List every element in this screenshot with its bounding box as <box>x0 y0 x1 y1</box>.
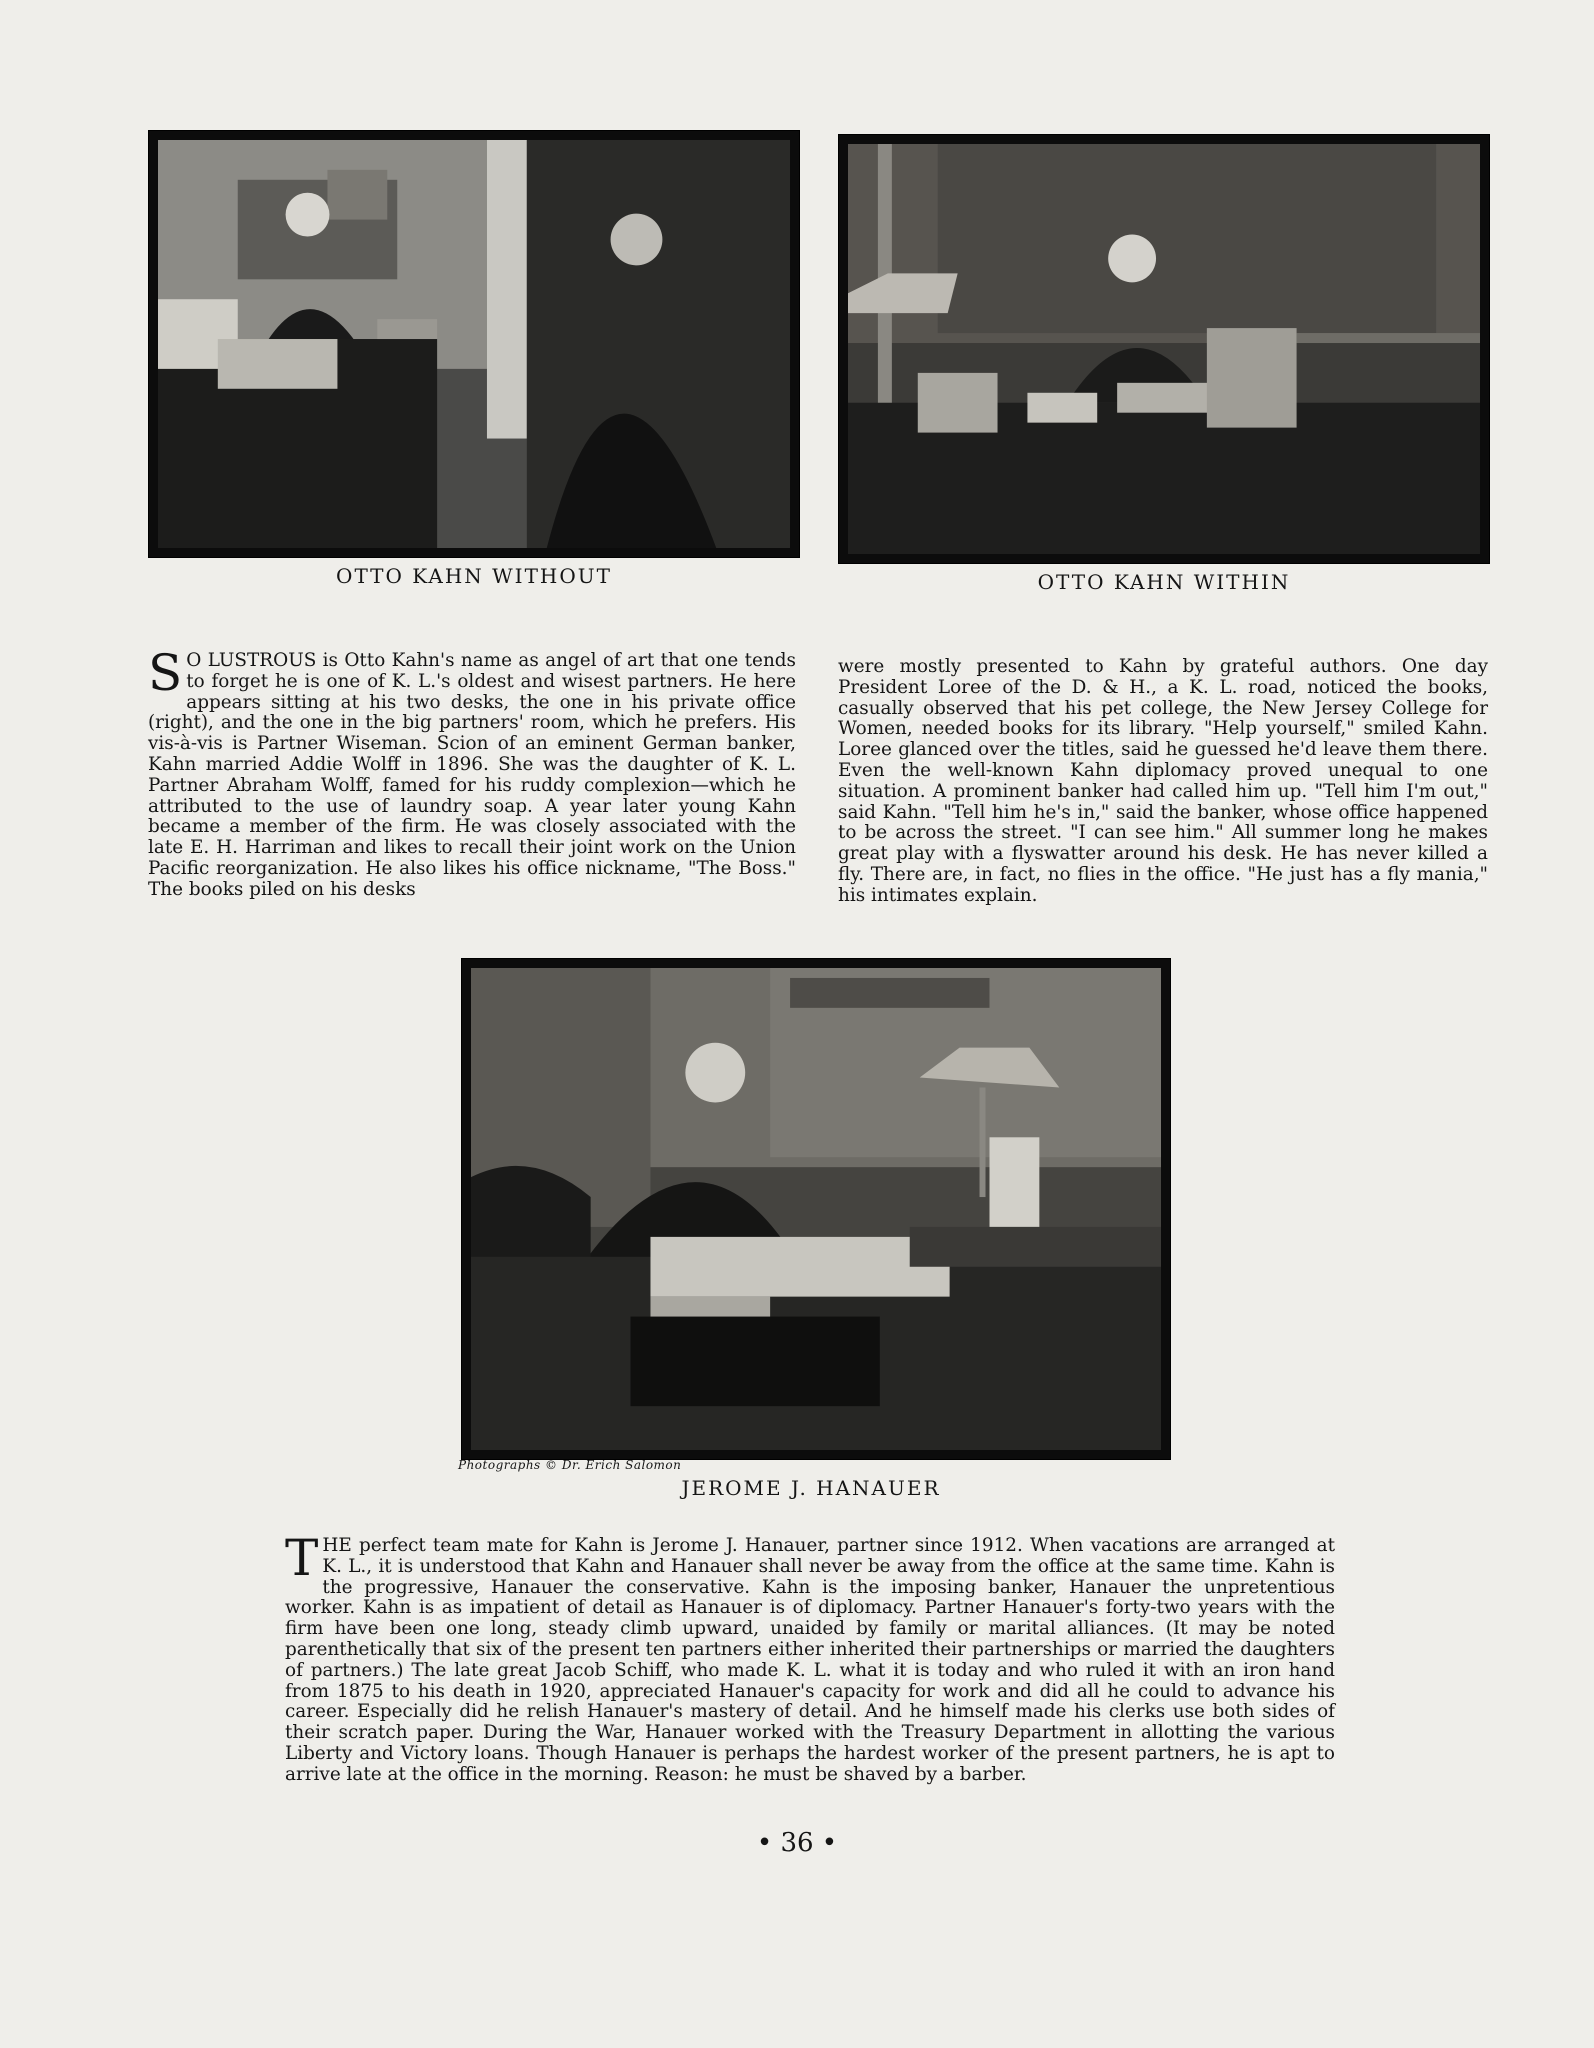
article-hanauer <box>285 1529 1335 1786</box>
article-kahn-column-1 <box>148 644 796 901</box>
photo-otto-kahn-within <box>838 134 1490 564</box>
photo-jerome-hanauer <box>461 958 1171 1460</box>
article-kahn-column-2-text: were mostly presented to Kahn by grateful authors. One day President Loree of the D. & H., a K. L. road, noticed the books, casually observed that his pet college, the New Jersey College for Women, needed books for its library. "Help yourself," smiled Kahn. Loree glanced over the titles, said he guessed he'd leave them there. Even the well-known Kahn diplomacy proved unequal to one situation. A prominent banker had called him up. "Tell him I'm out," said Kahn. "Tell him he's in," said the banker, whose office happened to be across the street. "I can see him." All summer long he makes great play with a flyswatter around his desk. He has never killed a fly. There are, in fact, no flies in the office. "He just has a fly mania," his intimates explain. <box>838 656 1488 906</box>
photo-credit: Photographs © Dr. Erich Salomon <box>458 1458 682 1472</box>
article-kahn-column-2 <box>838 657 1488 907</box>
dropcap-t: T <box>285 1529 319 1587</box>
article-hanauer-text: HE perfect team mate for Kahn is Jerome J. Hanauer, partner since 1912. When vacations are arranged at K. L., it is understood that Kahn and Hanauer shall never be away from the office at the same time. Kahn is the progressive, Hanauer the conservative. Kahn is the imposing banker, Hanauer the unpretentious worker. Kahn is as impatient of detail as Hanauer is of diplomacy. Partner Hanauer's forty-two years with the firm have been one long, steady climb upward, unaided by family or marital alliances. (It may be noted parenthetically that six of the present ten partners either inherited their partnerships or married the daughters of partners.) The late great Jacob Schiff, who made K. L. what it is today and who ruled it with an iron hand from 1875 to his death in 1920, appreciated Hanauer's capacity for work and did all he could to advance his career. Especially did he relish Hanauer's mastery of detail. And he himself made his clerks use both sides of their scratch paper. During the War, Hanauer worked with the Treasury Department in allotting the various Liberty and Victory loans. Though Hanauer is perhaps the hardest worker of the present partners, he is apt to arrive late at the office in the morning. Reason: he must be shaved by a barber. <box>285 1535 1335 1785</box>
article-kahn-column-1-text: O LUSTROUS is Otto Kahn's name as angel of art that one tends to forget he is one of K. L.'s oldest and wisest partners. He here appears sitting at his two desks, the one in his private office (right), and the one in the big partners' room, which he prefers. His vis-à-vis is Partner Wiseman. Scion of an eminent German banker, Kahn married Addie Wolff in 1896. She was the daughter of K. L. Partner Abraham Wolff, famed for his ruddy complexion—which he attributed to the use of laundry soap. A year later young Kahn became a member of the firm. He was closely associated with the late E. H. Harriman and likes to recall their joint work on the Union Pacific reorganization. He also likes his office nickname, "The Boss." The books piled on his desks <box>148 650 796 900</box>
caption-jerome-hanauer: JEROME J. HANAUER <box>681 1476 941 1500</box>
caption-otto-kahn-within: OTTO KAHN WITHIN <box>1037 570 1291 594</box>
caption-otto-kahn-without: OTTO KAHN WITHOUT <box>336 564 612 588</box>
dropcap-s: S <box>148 644 183 702</box>
photo-otto-kahn-without <box>148 130 800 558</box>
page-number: • 36 • <box>756 1828 838 1858</box>
